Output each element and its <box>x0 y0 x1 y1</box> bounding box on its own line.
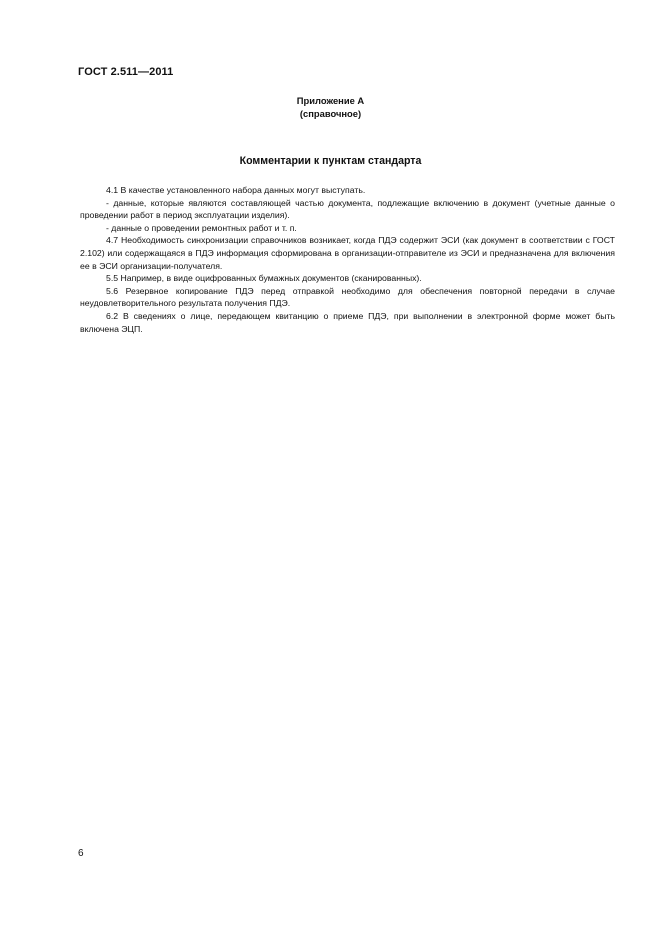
paragraph-4-1: 4.1 В качестве установленного набора данных могут выступать. <box>106 185 366 195</box>
section-title: Комментарии к пунктам стандарта <box>239 155 422 167</box>
standard-code-header: ГОСТ 2.511—2011 <box>78 66 174 78</box>
appendix-subtitle: (справочное) <box>299 108 362 119</box>
paragraph-6-2: 6.2 В сведениях о лице, передающем квитанцию о приеме ПДЭ, при выполнении в электронной форме может быть включена ЭЦП. <box>80 310 615 334</box>
comments-body <box>80 184 615 335</box>
paragraph-dash-1: - данные, которые являются составляющей частью документа, подлежащие включению в документ (учетные данные о проведении работ в период эксплуатации изделия). <box>80 197 615 221</box>
paragraph-5-5: 5.5 Например, в виде оцифрованных бумажных документов (сканированных). <box>106 273 422 284</box>
paragraph-5-6: 5.6 Резервное копирование ПДЭ перед отправкой необходимо для обеспечения повторной передачи в случае неудовлетворительного результата получения ПДЭ. <box>80 285 615 309</box>
page-number: 6 <box>78 848 84 859</box>
paragraph-dash-2: - данные о проведении ремонтных работ и т. п. <box>106 222 297 233</box>
paragraph-4-7: 4.7 Необходимость синхронизации справочников возникает, когда ПДЭ содержит ЭСИ (как документ в соответствии с ГОСТ 2.102) или содержащаяся в ПДЭ информация сформирована в организации-отправителе из ЭСИ и предназначена для включения ее в ЭСИ организации-получателя. <box>80 235 615 271</box>
appendix-title: Приложение А <box>296 95 365 106</box>
